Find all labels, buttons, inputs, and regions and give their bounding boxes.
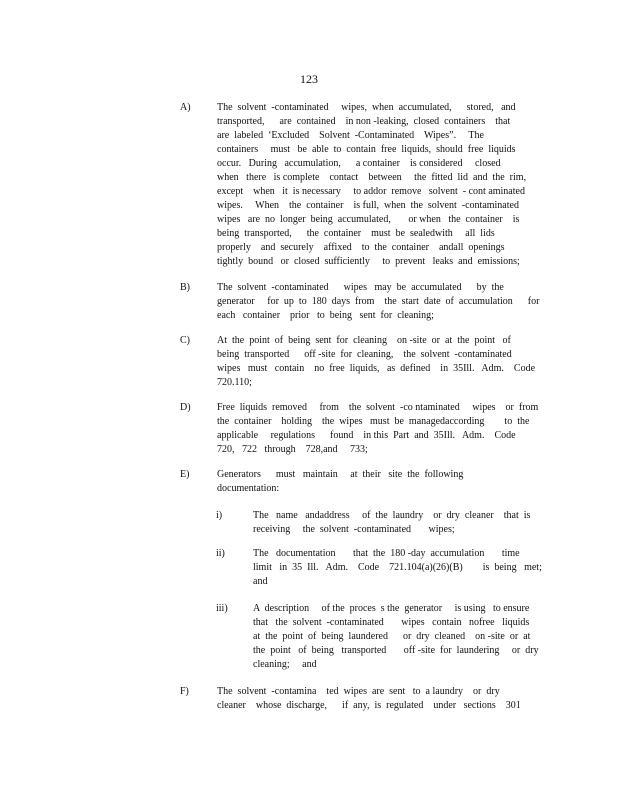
text-line: being transported off -site for cleaning, the solvent -contaminated bbox=[217, 349, 512, 360]
page-number: 123 bbox=[300, 72, 318, 86]
text-line: being transported, the container must be sealedwith all lids bbox=[217, 228, 495, 239]
text-line: documentation: bbox=[217, 483, 280, 494]
text-line: Free liquids removed from the solvent -co ntaminated wipes or from bbox=[217, 402, 539, 413]
text-line: At the point of being sent for cleaning on -site or at the point of bbox=[217, 335, 511, 346]
text-line: 720.110; bbox=[217, 377, 252, 388]
text-line: the point of being transported off -site for laundering or dry bbox=[253, 645, 539, 656]
item-label: B) bbox=[180, 282, 190, 293]
text-line: receiving the solvent -contaminated wipes; bbox=[253, 524, 455, 535]
text-line: properly and securely affixed to the container andall openings bbox=[217, 242, 505, 253]
text-line: 720, 722 through 728,and 733; bbox=[217, 444, 368, 455]
text-line: The solvent -contamina ted wipes are sent to a laundry or dry bbox=[217, 686, 500, 697]
text-line: that the solvent -contaminated wipes contain nofree liquids bbox=[253, 617, 530, 628]
text-line: and bbox=[253, 576, 268, 587]
item-text bbox=[217, 401, 538, 457]
item-label: A) bbox=[180, 102, 191, 113]
text-line: at the point of being laundered or dry cleaned on -site or at bbox=[253, 631, 531, 642]
item-text bbox=[217, 334, 535, 390]
text-line: The documentation that the 180 -day accumulation time bbox=[253, 548, 520, 559]
sub-item-label: i) bbox=[216, 510, 223, 521]
sub-item-text bbox=[253, 509, 530, 537]
text-line: except when it is necessary to addor remove solvent - cont aminated bbox=[217, 186, 525, 197]
sub-item-label: iii) bbox=[216, 603, 228, 614]
text-line: The solvent -contaminated wipes may be accumulated by the bbox=[217, 282, 504, 293]
text-line: A description of the proces s the generator is using to ensure bbox=[253, 603, 530, 614]
text-line: when there is complete contact between the fitted lid and the rim, bbox=[217, 172, 527, 183]
text-line: cleaner whose discharge, if any, is regulated under sections 301 bbox=[217, 700, 521, 711]
text-line: the container holding the wipes must be managedaccording to the bbox=[217, 416, 530, 427]
item-label: D) bbox=[180, 402, 191, 413]
sub-item-label: ii) bbox=[216, 548, 225, 559]
sub-item-text bbox=[253, 602, 539, 672]
text-line: occur. During accumulation, a container is considered closed bbox=[217, 158, 501, 169]
text-line: are labeled ‘Excluded Solvent -Contaminated Wipes”. The bbox=[217, 130, 484, 141]
text-line: containers must be able to contain free liquids, should free liquids bbox=[217, 144, 516, 155]
text-line: wipes must contain no free liquids, as defined in 35Ill. Adm. Code bbox=[217, 363, 536, 374]
text-line: wipes are no longer being accumulated, or when the container is bbox=[217, 214, 520, 225]
text-line: transported, are contained in non -leaking, closed containers that bbox=[217, 116, 511, 127]
text-line: Generators must maintain at their site the following bbox=[217, 469, 464, 480]
text-line: applicable regulations found in this Part and 35Ill. Adm. Code bbox=[217, 430, 516, 441]
text-line: The solvent -contaminated wipes, when accumulated, stored, and bbox=[217, 102, 516, 113]
item-text bbox=[217, 281, 539, 323]
item-label: F) bbox=[180, 686, 189, 697]
text-line: The name andaddress of the laundry or dry cleaner that is bbox=[253, 510, 531, 521]
text-line: each container prior to being sent for cleaning; bbox=[217, 310, 434, 321]
item-text bbox=[217, 101, 526, 269]
item-text bbox=[217, 468, 463, 496]
text-line: generator for up to 180 days from the start date of accumulation for bbox=[217, 296, 540, 307]
item-text bbox=[217, 685, 521, 713]
text-line: limit in 35 Ill. Adm. Code 721.104(a)(26)(B) is being met; bbox=[253, 562, 542, 573]
item-label: E) bbox=[180, 469, 190, 480]
text-line: cleaning; and bbox=[253, 659, 317, 670]
sub-item-text bbox=[253, 547, 542, 589]
item-label: C) bbox=[180, 335, 190, 346]
text-line: tightly bound or closed sufficiently to prevent leaks and emissions; bbox=[217, 256, 520, 267]
text-line: wipes. When the container is full, when the solvent -contaminated bbox=[217, 200, 519, 211]
